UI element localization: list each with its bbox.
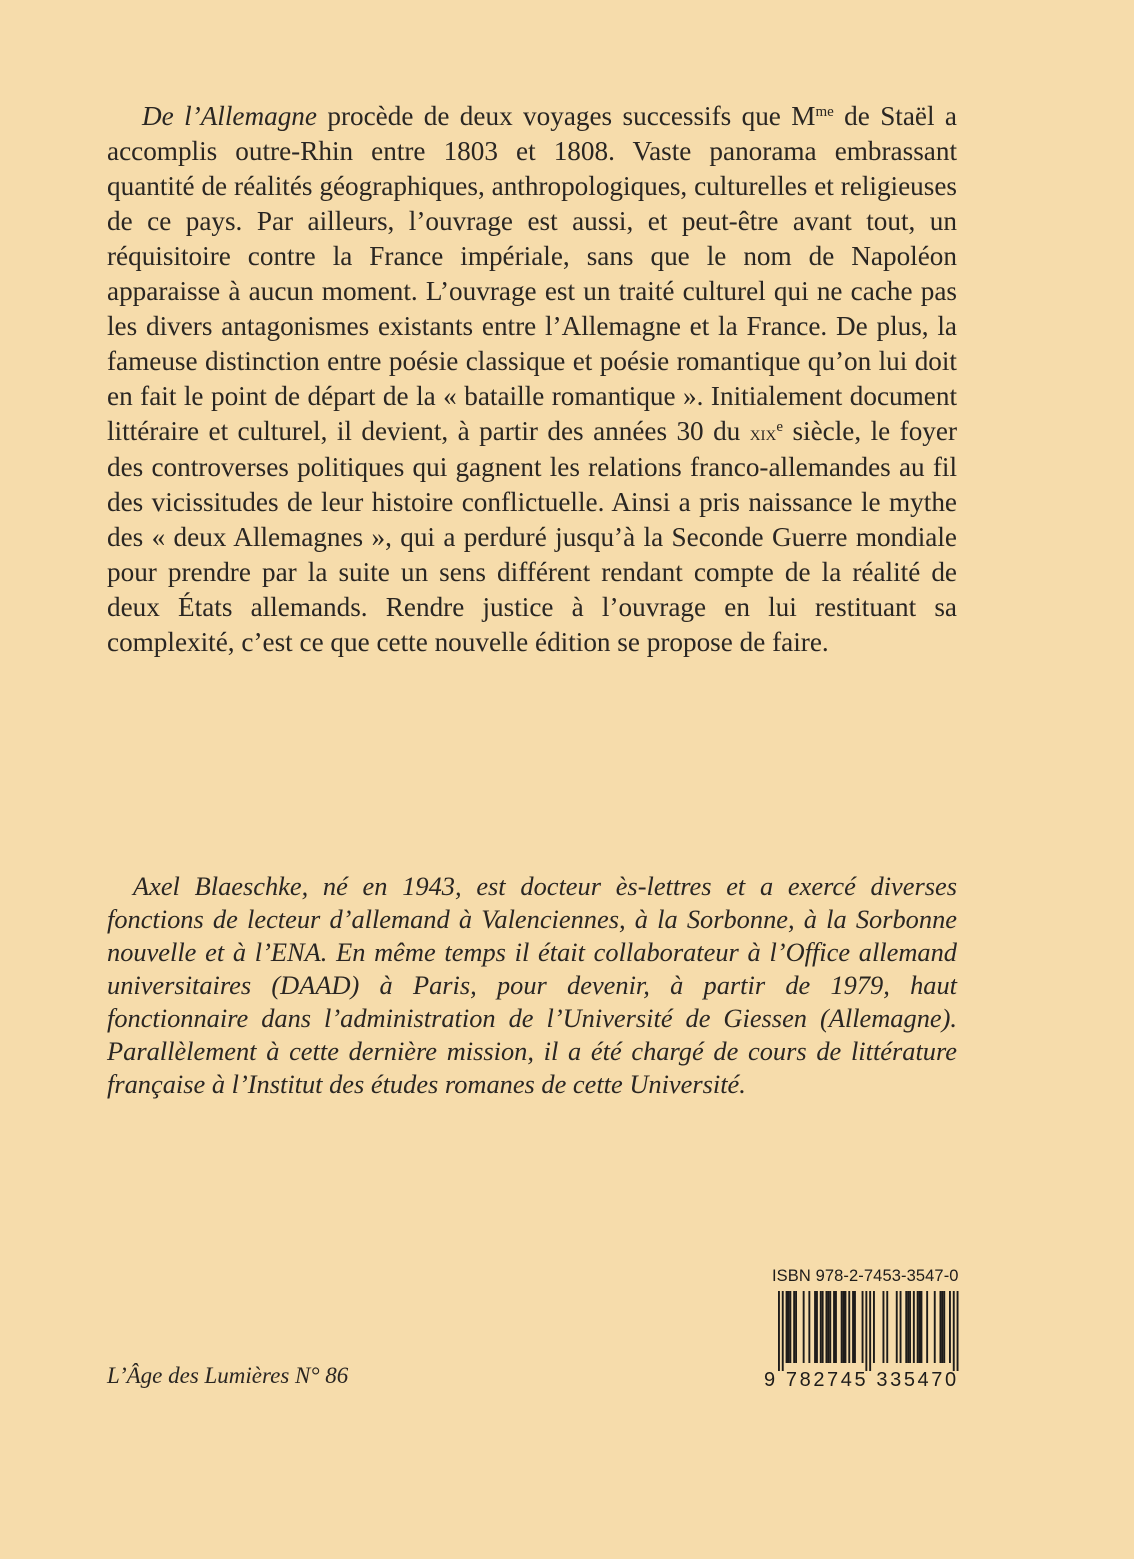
barcode-bar: [913, 1291, 915, 1363]
barcode-bar: [808, 1291, 810, 1363]
century-numeral: xix: [749, 420, 777, 445]
barcode-guard-bar: [869, 1291, 871, 1371]
barcode-guard-bar: [778, 1291, 780, 1371]
barcode-bar: [907, 1291, 909, 1363]
book-title: De l’Allemagne: [142, 101, 317, 131]
barcode-bar: [949, 1291, 951, 1363]
barcode-bar: [852, 1291, 854, 1363]
barcode-bar: [905, 1291, 907, 1363]
barcode-bar: [909, 1291, 911, 1363]
barcode-bar: [786, 1291, 788, 1363]
barcode-bar: [921, 1291, 923, 1363]
barcode-guard-bar: [953, 1291, 955, 1371]
blurb-paragraph: [107, 99, 957, 660]
barcode-bar: [835, 1291, 837, 1363]
barcode-bar: [934, 1291, 936, 1363]
barcode-bar: [795, 1291, 797, 1363]
barcode-bar: [826, 1291, 828, 1363]
series-label: L’Âge des Lumières N° 86: [107, 1363, 349, 1388]
blurb-text-1: procède de deux voyages successifs que M: [316, 101, 816, 131]
barcode-bar: [833, 1291, 835, 1363]
barcode-bar: [854, 1291, 856, 1363]
barcode-bar: [900, 1291, 902, 1363]
isbn-barcode: [764, 1267, 960, 1395]
barcode-bar: [940, 1291, 942, 1363]
barcode-bar: [919, 1291, 921, 1363]
barcode-bar: [848, 1291, 850, 1363]
barcode-bar: [886, 1291, 888, 1363]
barcode-bar: [917, 1291, 919, 1363]
barcode-bar: [820, 1291, 822, 1363]
barcode-bar: [873, 1291, 875, 1363]
barcode-bar: [793, 1291, 795, 1363]
barcode-bar: [827, 1291, 829, 1363]
barcode-bar: [843, 1291, 845, 1363]
barcode-bar: [845, 1291, 847, 1363]
author-bio: Axel Blaeschke, né en 1943, est docteur ès-lettres et a exercé diverses fonctions de lecteur d’allemand à Valenciennes, à la Sorbonne, à la Sorbonne nouvelle et à l’ENA. En même temps il était collaborateur à l’Office allemand universitaires (DAAD) à Paris, pour devenir, à partir de 1979, haut fonctionnaire dans l’administration de l’Université de Giessen (Allemagne). Parallèlement à cette dernière mission, il a été chargé de cours de littérature française à l’Institut des études romanes de cette Université.: [107, 871, 957, 1099]
barcode-bar: [789, 1291, 791, 1363]
barcode-guard-bar: [957, 1291, 959, 1371]
barcode-bar: [941, 1291, 943, 1363]
barcode-bar: [822, 1291, 824, 1363]
barcode-bar: [814, 1291, 816, 1363]
barcode-bar: [841, 1291, 843, 1363]
barcode-bar: [816, 1291, 818, 1363]
barcode-digits: 9 782745 335470: [764, 1369, 959, 1391]
barcode-bar: [896, 1291, 898, 1363]
barcode-bars: [764, 1291, 960, 1371]
mme-superscript: me: [815, 104, 834, 120]
barcode-bar: [943, 1291, 945, 1363]
barcode-guard-bar: [782, 1291, 784, 1371]
barcode-bar: [788, 1291, 790, 1363]
barcode-guard-bar: [865, 1291, 867, 1371]
blurb-text-3: siècle, le foyer des controverses politiques qui gagnent les relations franco-allemandes au fil des vicissitudes de leur histoire conflictuelle. Ainsi a pris naissance le mythe des « deux Allemagnes », qui a perduré jusqu’à la Seconde Guerre mondiale pour prendre par la suite un sens différent rendant compte de la réalité de deux États allemands. Rendre justice à l’ouvrage en lui restituant sa complexité, c’est ce que cette nouvelle édition se propose de faire.: [107, 416, 958, 657]
barcode-bar: [883, 1291, 885, 1363]
barcode-bar: [829, 1291, 831, 1363]
blurb-text-2: de Staël a accomplis outre-Rhin entre 1803 et 1808. Vaste panorama embrassant quantité de réalités géographiques, anthropologiques, culturelles et religieuses de ce pays. Par ailleurs, l’ouvrage est aussi, et peut-être avant tout, un réquisitoire contre la France impériale, sans que le nom de Napoléon apparaisse à aucun moment. L’ouvrage est un traité culturel qui ne cache pas les divers antagonismes existants entre l’Allemagne et la France. De plus, la fameuse distinction entre poésie classique et poésie romantique qu’on lui doit en fait le point de départ de la « bataille romantique ». Initialement document littéraire et culturel, il devient, à partir des années 30 du: [107, 101, 958, 446]
isbn-label: ISBN 978-2-7453-3547-0: [772, 1267, 959, 1285]
barcode-bar: [862, 1291, 864, 1363]
barcode-bar: [803, 1291, 805, 1363]
century-superscript: e: [776, 419, 784, 435]
barcode-bar: [926, 1291, 928, 1363]
